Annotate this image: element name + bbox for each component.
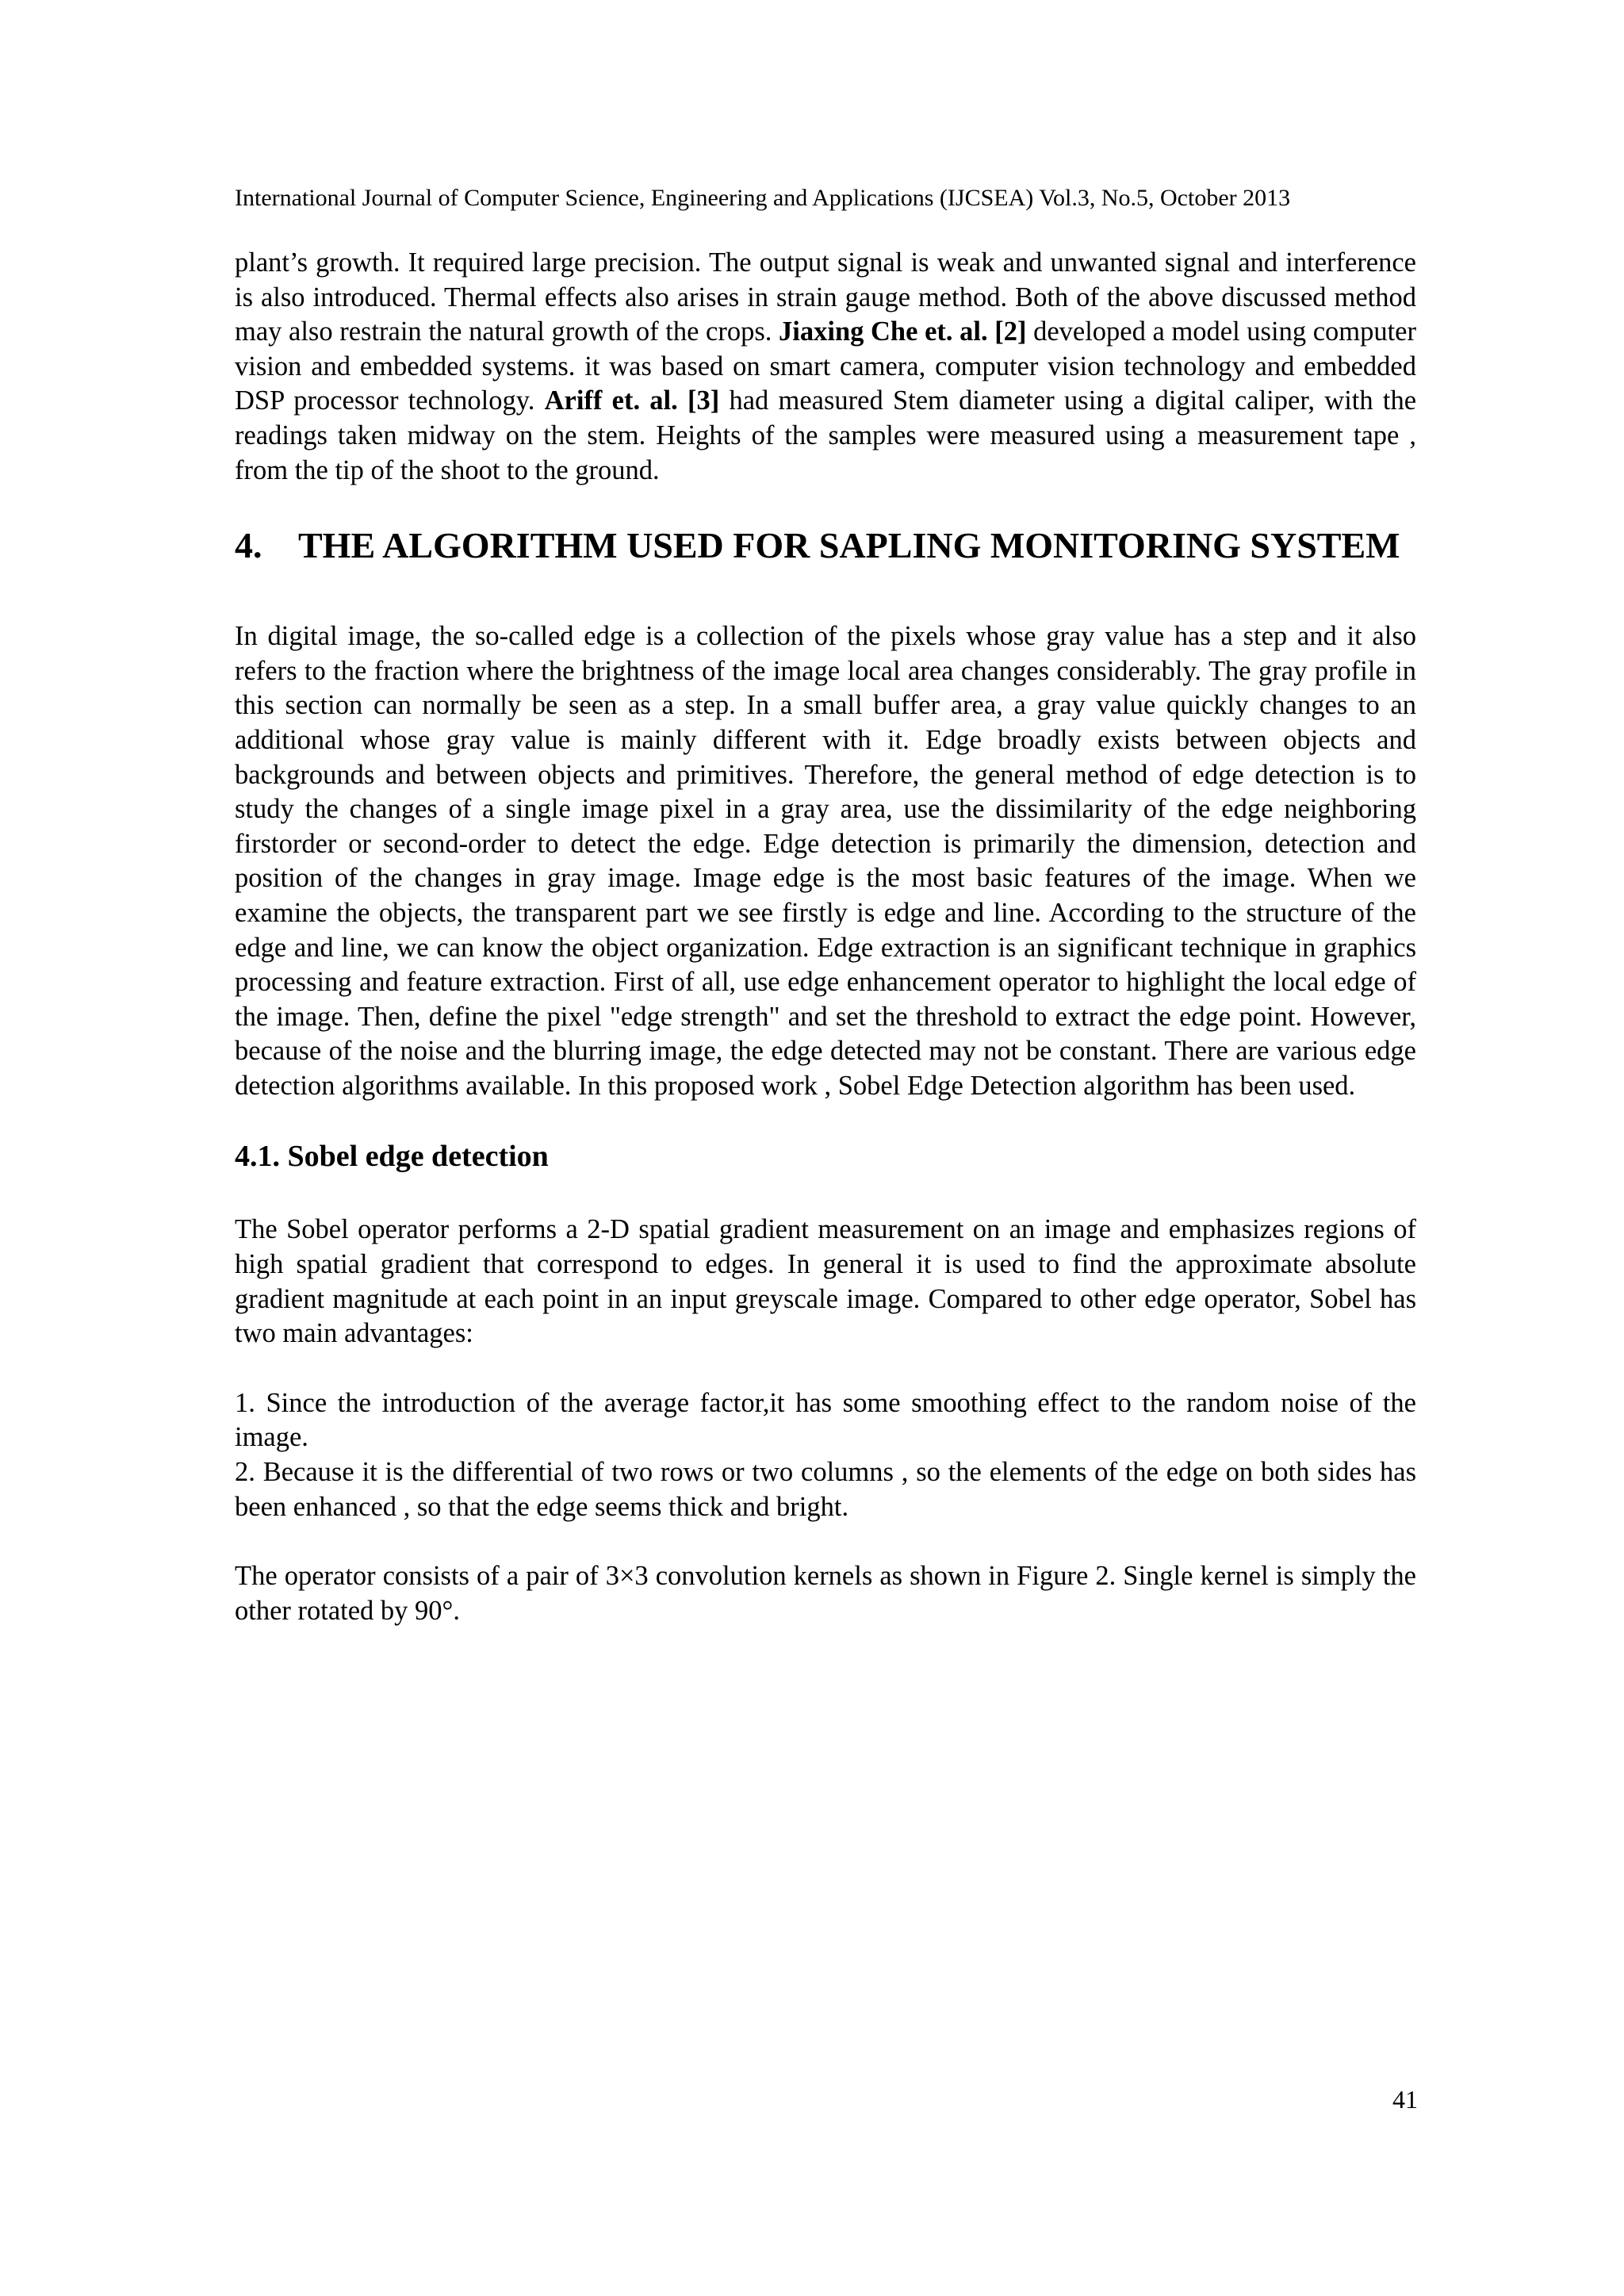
advantage-point-2: 2. Because it is the differential of two rows or two columns , so the elements of the edge on both sides has been enhanced , so that the edge seems thick and bright.	[235, 1457, 1416, 1522]
section-4-number: 4.	[235, 525, 262, 566]
running-header: International Journal of Computer Science, Engineering and Applications (IJCSEA) Vol.3, No.5, October 2013	[235, 185, 1291, 211]
section-4-1-paragraph-1: The Sobel operator performs a 2-D spatial gradient measurement on an image and emphasizes regions of high spatial gradient that correspond to edges. In general it is used to find the approximate absolute gradient magnitude at each point in an input greyscale image. Compared to other edge operator, Sobel has two main advantages:	[235, 1214, 1416, 1349]
intro-paragraph	[235, 246, 1416, 488]
citation-ariff: Ariff et. al. [3]	[544, 385, 720, 416]
section-4-1-paragraph-2: The operator consists of a pair of 3×3 convolution kernels as shown in Figure 2. Single kernel is simply the other rotated by 90°.	[235, 1561, 1416, 1626]
intro-text-3: had measured Stem diameter using a digital caliper, with the readings taken midway on the stem. Heights of the samples were measured using a measurement tape , from the tip of the shoot to the ground.	[235, 385, 1417, 485]
page-number: 41	[1392, 2085, 1418, 2114]
advantage-point-1: 1. Since the introduction of the average factor,it has some smoothing effect to the random noise of the image.	[235, 1387, 1416, 1453]
intro-text-2: developed a model using computer vision and embedded systems. it was based on smart camera, computer vision technology and embedded DSP processor technology.	[235, 316, 1416, 416]
page-body	[235, 246, 1416, 1628]
section-4-1-heading: 4.1. Sobel edge detection	[235, 1140, 549, 1174]
intro-text-1: plant’s growth. It required large precision. The output signal is weak and unwanted signal and interference is also introduced. Thermal effects also arises in strain gauge method. Both of the above discussed method may also restrain the natural growth of the crops.	[235, 247, 1416, 347]
citation-che: Jiaxing Che et. al. [2]	[779, 316, 1027, 347]
section-4-title: THE ALGORITHM USED FOR SAPLING MONITORING SYSTEM	[298, 525, 1400, 566]
section-4-paragraph: In digital image, the so-called edge is a collection of the pixels whose gray value has a step and it also refers to the fraction where the brightness of the image local area changes considerably. The gray profile in this section can normally be seen as a step. In a small buffer area, a gray value quickly changes to an additional whose gray value is mainly different with it. Edge broadly exists between objects and backgrounds and between objects and primitives. Therefore, the general method of edge detection is to study the changes of a single image pixel in a gray area, use the dissimilarity of the edge neighboring firstorder or second-order to detect the edge. Edge detection is primarily the dimension, detection and position of the changes in gray image. Image edge is the most basic features of the image. When we examine the objects, the transparent part we see firstly is edge and line. According to the structure of the edge and line, we can know the object organization. Edge extraction is an significant technique in graphics processing and feature extraction. First of all, use edge enhancement operator to highlight the local edge of the image. Then, define the pixel "edge strength" and set the threshold to extract the edge point. However, because of the noise and the blurring image, the edge detected may not be constant. There are various edge detection algorithms available. In this proposed work , Sobel Edge Detection algorithm has been used.	[235, 621, 1416, 1101]
section-4-heading	[235, 524, 1416, 567]
